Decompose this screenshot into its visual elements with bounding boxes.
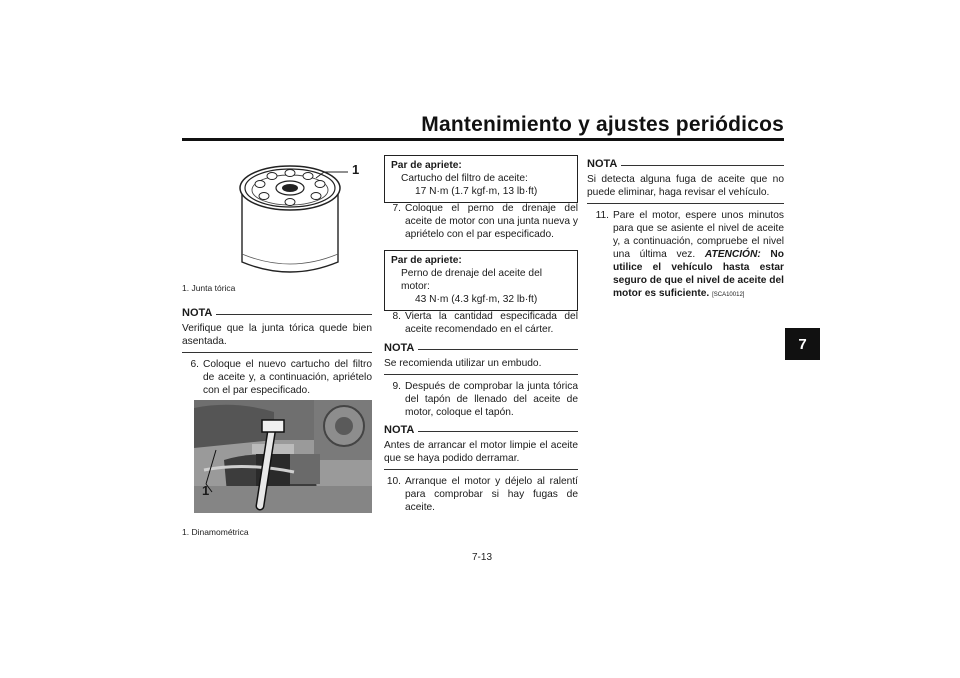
- oil-filter-drawing: [220, 158, 370, 280]
- step-text: Vierta la cantidad especificada del aceite recomendado en el cárter.: [405, 311, 578, 335]
- nota-text: Antes de arrancar el motor limpie el aceite que se haya podido derramar.: [384, 440, 578, 464]
- box-line: Cartucho del filtro de aceite:: [401, 173, 528, 184]
- fig2-caption: 1. Dinamométrica: [182, 527, 249, 537]
- step-11: [587, 209, 784, 302]
- box-line: Perno de drenaje del aceite del motor:: [401, 268, 543, 292]
- caution-code: [SCA10012]: [712, 292, 745, 298]
- chapter-tab[interactable]: 7: [785, 328, 820, 360]
- nota-end-rule: [587, 203, 784, 204]
- fig1-callout: 1: [352, 162, 360, 177]
- step-text: Arranque el motor y déjelo al ralentí para comprobar si hay fugas de aceite.: [405, 476, 578, 513]
- box-title: Par de apriete:: [391, 160, 462, 171]
- nota-3: [384, 424, 578, 470]
- step-text: Coloque el nuevo cartucho del filtro de aceite y, a continuación, apriételo con el par especificado.: [203, 359, 372, 396]
- atencion-text: No utilice el vehículo hasta estar seguro de que el nivel de aceite del motor es suficiente.: [613, 249, 784, 299]
- page-title: Mantenimiento y ajustes periódicos: [421, 113, 784, 136]
- step-7: [384, 202, 578, 241]
- nota-text: Verifique que la junta tórica quede bien asentada.: [182, 323, 372, 347]
- atencion-label: ATENCIÓN:: [704, 249, 761, 260]
- box-value: 17 N·m (1.7 kgf·m, 13 lb·ft): [415, 186, 538, 197]
- torque-box-1: [384, 155, 578, 203]
- nota-label: NOTA: [384, 342, 415, 354]
- nota-4: [587, 158, 784, 204]
- nota-2: [384, 342, 578, 375]
- page-number: 7-13: [471, 552, 492, 563]
- step-text: Después de comprobar la junta tórica del tapón de llenado del aceite de motor, coloque el tapón.: [405, 381, 578, 418]
- step-number: 9.: [392, 381, 401, 392]
- step-text: Coloque el perno de drenaje del aceite de motor con una junta nueva y apriételo con el par especificado.: [405, 203, 578, 240]
- fig2-callout: 1: [202, 483, 210, 498]
- nota-label: NOTA: [182, 307, 213, 319]
- step-number: 10.: [386, 476, 401, 487]
- torque-wrench-figure: [194, 400, 372, 513]
- nota-rule: [418, 349, 578, 350]
- box-title: Par de apriete:: [391, 255, 462, 266]
- step-number: 8.: [392, 311, 401, 322]
- torque-box-2: [384, 250, 578, 311]
- step-number: 6.: [190, 359, 199, 370]
- torque-wrench-photo: [194, 400, 372, 513]
- nota-heading: [587, 158, 784, 171]
- header-rule: [182, 138, 784, 141]
- nota-end-rule: [384, 469, 578, 470]
- nota-rule: [418, 431, 578, 432]
- step-text-block: [613, 209, 784, 302]
- nota-text: Se recomienda utilizar un embudo.: [384, 358, 542, 369]
- step-8: [384, 310, 578, 336]
- step-text: Pare el motor, espere unos minutos para que se asiente el nivel de aceite y, a continuación, compruebe el nivel una última vez.: [613, 210, 784, 260]
- nota-rule: [621, 165, 784, 166]
- nota-end-rule: [182, 352, 372, 353]
- nota-1: [182, 307, 372, 353]
- step-9: [384, 380, 578, 419]
- oil-filter-figure: [220, 158, 370, 280]
- fig1-caption: 1. Junta tórica: [182, 283, 236, 293]
- box-value: 43 N·m (4.3 kgf·m, 32 lb·ft): [415, 294, 538, 305]
- nota-heading: [384, 424, 578, 437]
- nota-label: NOTA: [587, 158, 618, 170]
- step-6: [182, 358, 372, 397]
- nota-rule: [216, 314, 372, 315]
- nota-end-rule: [384, 374, 578, 375]
- step-number: 7.: [392, 203, 401, 214]
- step-10: [384, 475, 578, 514]
- nota-label: NOTA: [384, 424, 415, 436]
- step-number: 11.: [595, 210, 609, 221]
- nota-heading: [384, 342, 578, 355]
- nota-text: Si detecta alguna fuga de aceite que no puede eliminar, haga revisar el vehículo.: [587, 174, 784, 198]
- nota-heading: [182, 307, 372, 320]
